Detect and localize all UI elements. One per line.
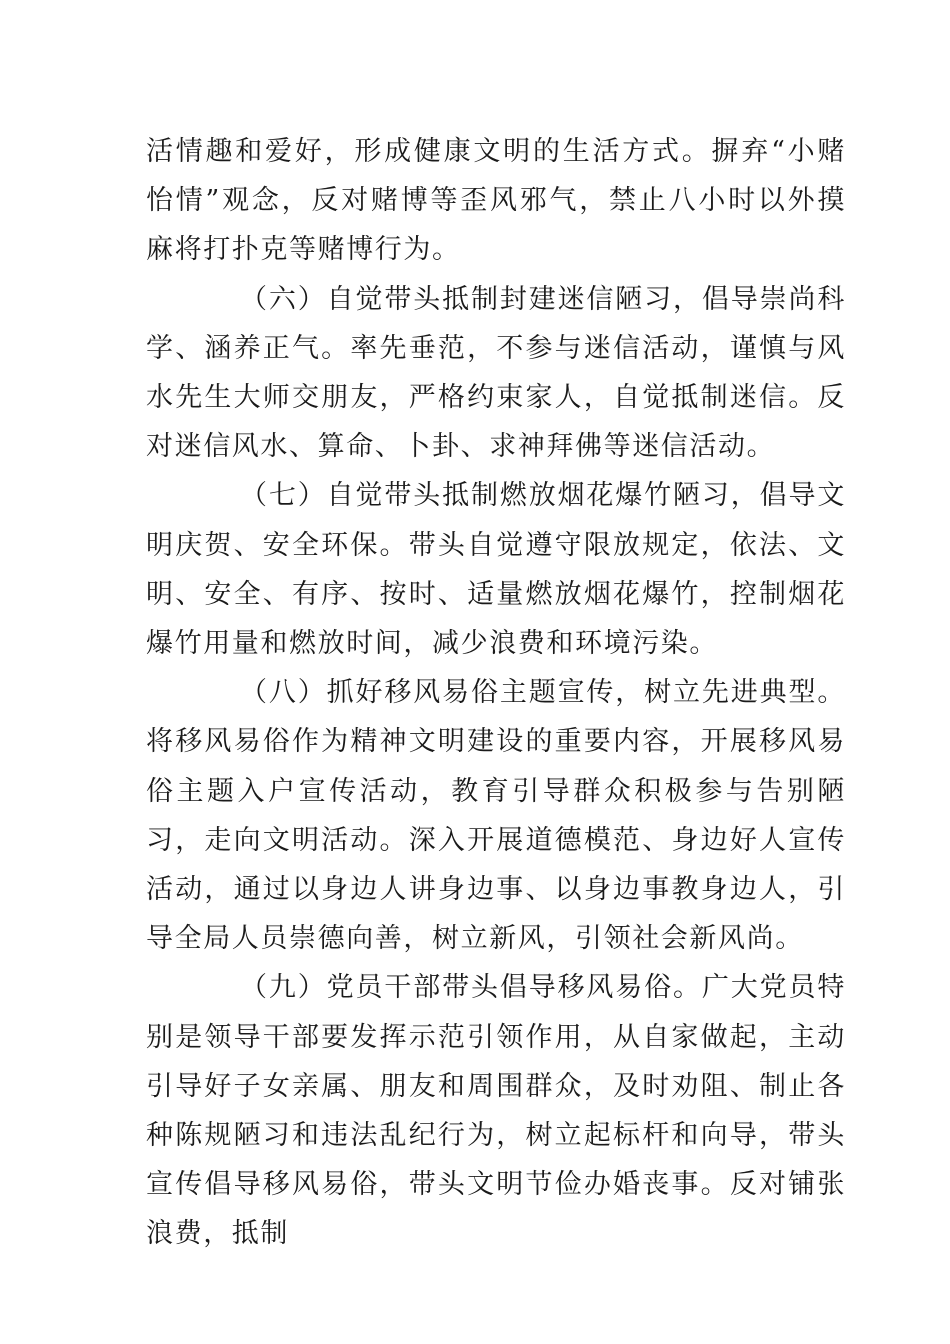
paragraph-lifestyle: 活情趣和爱好，形成健康文明的生活方式。摒弃“小赌怡情”观念，反对赌博等歪风邪气，禁止八小时以外摸麻将打扑克等赌博行为。 xyxy=(146,136,846,266)
paragraph-six-superstition: （六）自觉带头抵制封建迷信陋习，倡导崇尚科学、涵养正气。率先垂范，不参与迷信活动，谨慎与风水先生大师交朋友，严格约束家人，自觉抵制迷信。反对迷信风水、算命、卜卦、求神拜佛等迷信活动。 xyxy=(146,283,846,463)
paragraph-seven-fireworks: （七）自觉带头抵制燃放烟花爆竹陋习，倡导文明庆贺、安全环保。带头自觉遵守限放规定，依法、文明、安全、有序、按时、适量燃放烟花爆竹，控制烟花爆竹用量和燃放时间，减少浪费和环境污染。 xyxy=(146,480,846,660)
paragraph-eight-publicity: （八）抓好移风易俗主题宣传，树立先进典型。将移风易俗作为精神文明建设的重要内容，开展移风易俗主题入户宣传活动，教育引导群众积极参与告别陋习，走向文明活动。深入开展道德模范、身边好人宣传活动，通过以身边人讲身边事、以身边事教身边人，引导全局人员崇德向善，树立新风，引领社会新风尚。 xyxy=(146,677,846,955)
document-body xyxy=(146,127,846,1259)
paragraph-nine-party-members: （九）党员干部带头倡导移风易俗。广大党员特别是领导干部要发挥示范引领作用，从自家做起，主动引导好子女亲属、朋友和周围群众，及时劝阻、制止各种陈规陋习和违法乱纪行为，树立起标杆和向导，带头宣传倡导移风易俗，带头文明节俭办婚丧事。反对铺张浪费，抵制 xyxy=(146,972,846,1250)
